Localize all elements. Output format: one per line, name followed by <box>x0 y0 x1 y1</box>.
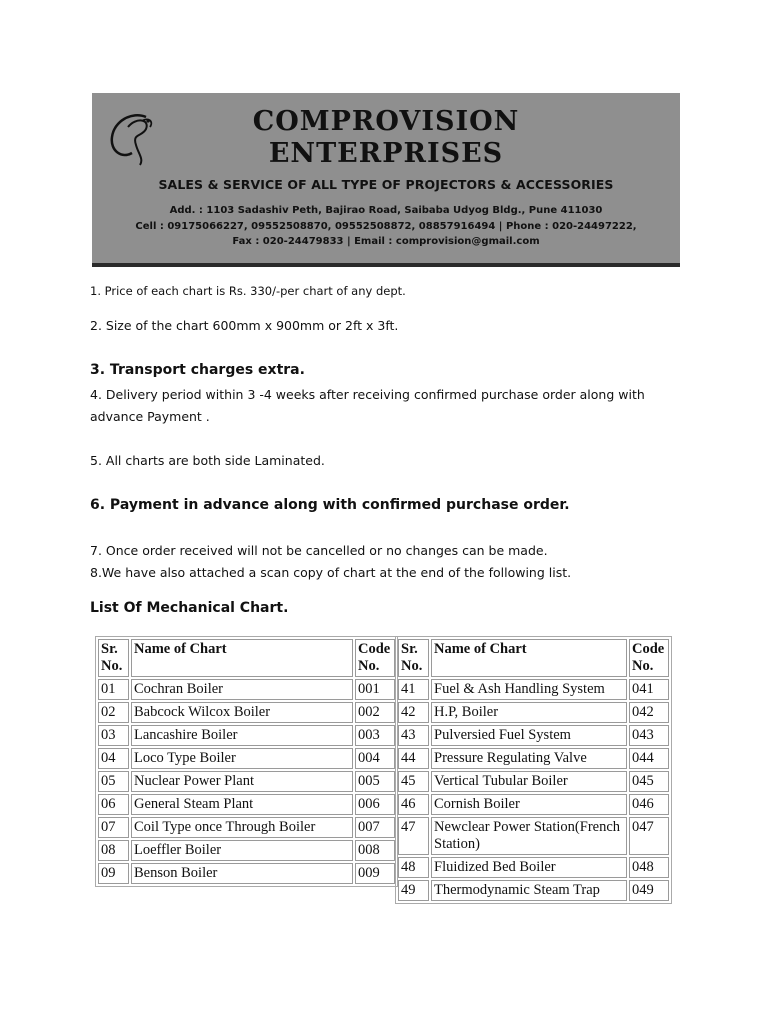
letterhead-banner <box>92 93 680 267</box>
table-row <box>98 771 395 792</box>
term-1: 1. Price of each chart is Rs. 330/-per chart of any dept. <box>90 284 406 298</box>
cell-code: 006 <box>355 794 395 815</box>
table-row <box>98 863 395 884</box>
cell-name: Cochran Boiler <box>131 679 353 700</box>
cell-name: H.P, Boiler <box>431 702 627 723</box>
table-row <box>398 748 669 769</box>
term-3: 3. Transport charges extra. <box>90 362 305 378</box>
company-cell: Cell : 09175066227, 09552508870, 09552508872, 08857916494 | Phone : 020-24497222, <box>135 221 637 232</box>
term-7: 7. Once order received will not be cancelled or no changes can be made. <box>90 543 548 558</box>
term-4-line2: advance Payment . <box>90 409 210 424</box>
cell-code: 046 <box>629 794 669 815</box>
term-2: 2. Size of the chart 600mm x 900mm or 2ft x 3ft. <box>90 318 399 333</box>
cell-name: Fuel & Ash Handling System <box>431 679 627 700</box>
term-8: 8.We have also attached a scan copy of chart at the end of the following list. <box>90 565 572 580</box>
term-5: 5. All charts are both side Laminated. <box>90 453 325 468</box>
company-fax-email: Fax : 020-24479833 | Email : comprovision@gmail.com <box>232 236 540 247</box>
cell-name: General Steam Plant <box>131 794 353 815</box>
table-row <box>398 679 669 700</box>
chart-list-table-right <box>395 636 672 904</box>
cell-name: Fluidized Bed Boiler <box>431 857 627 878</box>
table-row <box>98 679 395 700</box>
cell-name: Loco Type Boiler <box>131 748 353 769</box>
table-row <box>398 817 669 855</box>
cell-sr: 04 <box>98 748 129 769</box>
cell-name: Cornish Boiler <box>431 794 627 815</box>
cell-sr: 07 <box>98 817 129 838</box>
cell-code: 005 <box>355 771 395 792</box>
cell-code: 042 <box>629 702 669 723</box>
cell-name: Loeffler Boiler <box>131 840 353 861</box>
table-row <box>398 725 669 746</box>
table-row <box>398 771 669 792</box>
company-address: Add. : 1103 Sadashiv Peth, Bajirao Road, Saibaba Udyog Bldg., Pune 411030 <box>169 205 603 216</box>
cell-code: 043 <box>629 725 669 746</box>
term-6: 6. Payment in advance along with confirmed purchase order. <box>90 497 570 513</box>
header-sr: Sr. No. <box>398 639 429 677</box>
cell-sr: 41 <box>398 679 429 700</box>
cell-code: 049 <box>629 880 669 901</box>
company-name-line1: COMPROVISION <box>252 106 520 137</box>
header-name: Name of Chart <box>131 639 353 677</box>
table-row <box>98 840 395 861</box>
cell-code: 001 <box>355 679 395 700</box>
cell-sr: 06 <box>98 794 129 815</box>
term-4-line1: 4. Delivery period within 3 -4 weeks after receiving confirmed purchase order along with <box>90 387 645 402</box>
table-row <box>398 702 669 723</box>
cell-name: Babcock Wilcox Boiler <box>131 702 353 723</box>
header-code: Code No. <box>629 639 669 677</box>
cell-sr: 45 <box>398 771 429 792</box>
cell-name: Benson Boiler <box>131 863 353 884</box>
table-row <box>398 880 669 901</box>
cell-sr: 48 <box>398 857 429 878</box>
cell-sr: 46 <box>398 794 429 815</box>
cell-name: Newclear Power Station(French Station) <box>431 817 627 855</box>
chart-list-table-left <box>95 636 398 887</box>
list-title: List Of Mechanical Chart. <box>90 600 289 616</box>
cell-sr: 49 <box>398 880 429 901</box>
cell-name: Thermodynamic Steam Trap <box>431 880 627 901</box>
table-row <box>398 794 669 815</box>
cell-code: 047 <box>629 817 669 855</box>
company-tagline: SALES & SERVICE OF ALL TYPE OF PROJECTORS & ACCESSORIES <box>158 177 614 192</box>
cell-code: 008 <box>355 840 395 861</box>
table-row <box>398 857 669 878</box>
cell-name: Nuclear Power Plant <box>131 771 353 792</box>
cell-sr: 42 <box>398 702 429 723</box>
cell-name: Coil Type once Through Boiler <box>131 817 353 838</box>
cell-code: 045 <box>629 771 669 792</box>
cell-sr: 01 <box>98 679 129 700</box>
table-row <box>98 748 395 769</box>
cell-sr: 03 <box>98 725 129 746</box>
company-name-line2: ENTERPRISES <box>268 138 504 169</box>
cell-sr: 08 <box>98 840 129 861</box>
cell-name: Lancashire Boiler <box>131 725 353 746</box>
table-row <box>98 794 395 815</box>
header-code: Code No. <box>355 639 395 677</box>
cell-sr: 43 <box>398 725 429 746</box>
cell-code: 007 <box>355 817 395 838</box>
cell-code: 003 <box>355 725 395 746</box>
cell-name: Pressure Regulating Valve <box>431 748 627 769</box>
cell-code: 044 <box>629 748 669 769</box>
cell-code: 004 <box>355 748 395 769</box>
cell-sr: 02 <box>98 702 129 723</box>
cell-code: 009 <box>355 863 395 884</box>
cell-sr: 05 <box>98 771 129 792</box>
table-row <box>98 702 395 723</box>
cell-name: Vertical Tubular Boiler <box>431 771 627 792</box>
cell-code: 002 <box>355 702 395 723</box>
cell-name: Pulversied Fuel System <box>431 725 627 746</box>
cell-sr: 09 <box>98 863 129 884</box>
table-row <box>98 725 395 746</box>
header-sr: Sr. No. <box>98 639 129 677</box>
cell-sr: 44 <box>398 748 429 769</box>
header-name: Name of Chart <box>431 639 627 677</box>
cell-sr: 47 <box>398 817 429 855</box>
table-row <box>98 817 395 838</box>
cell-code: 048 <box>629 857 669 878</box>
cell-code: 041 <box>629 679 669 700</box>
